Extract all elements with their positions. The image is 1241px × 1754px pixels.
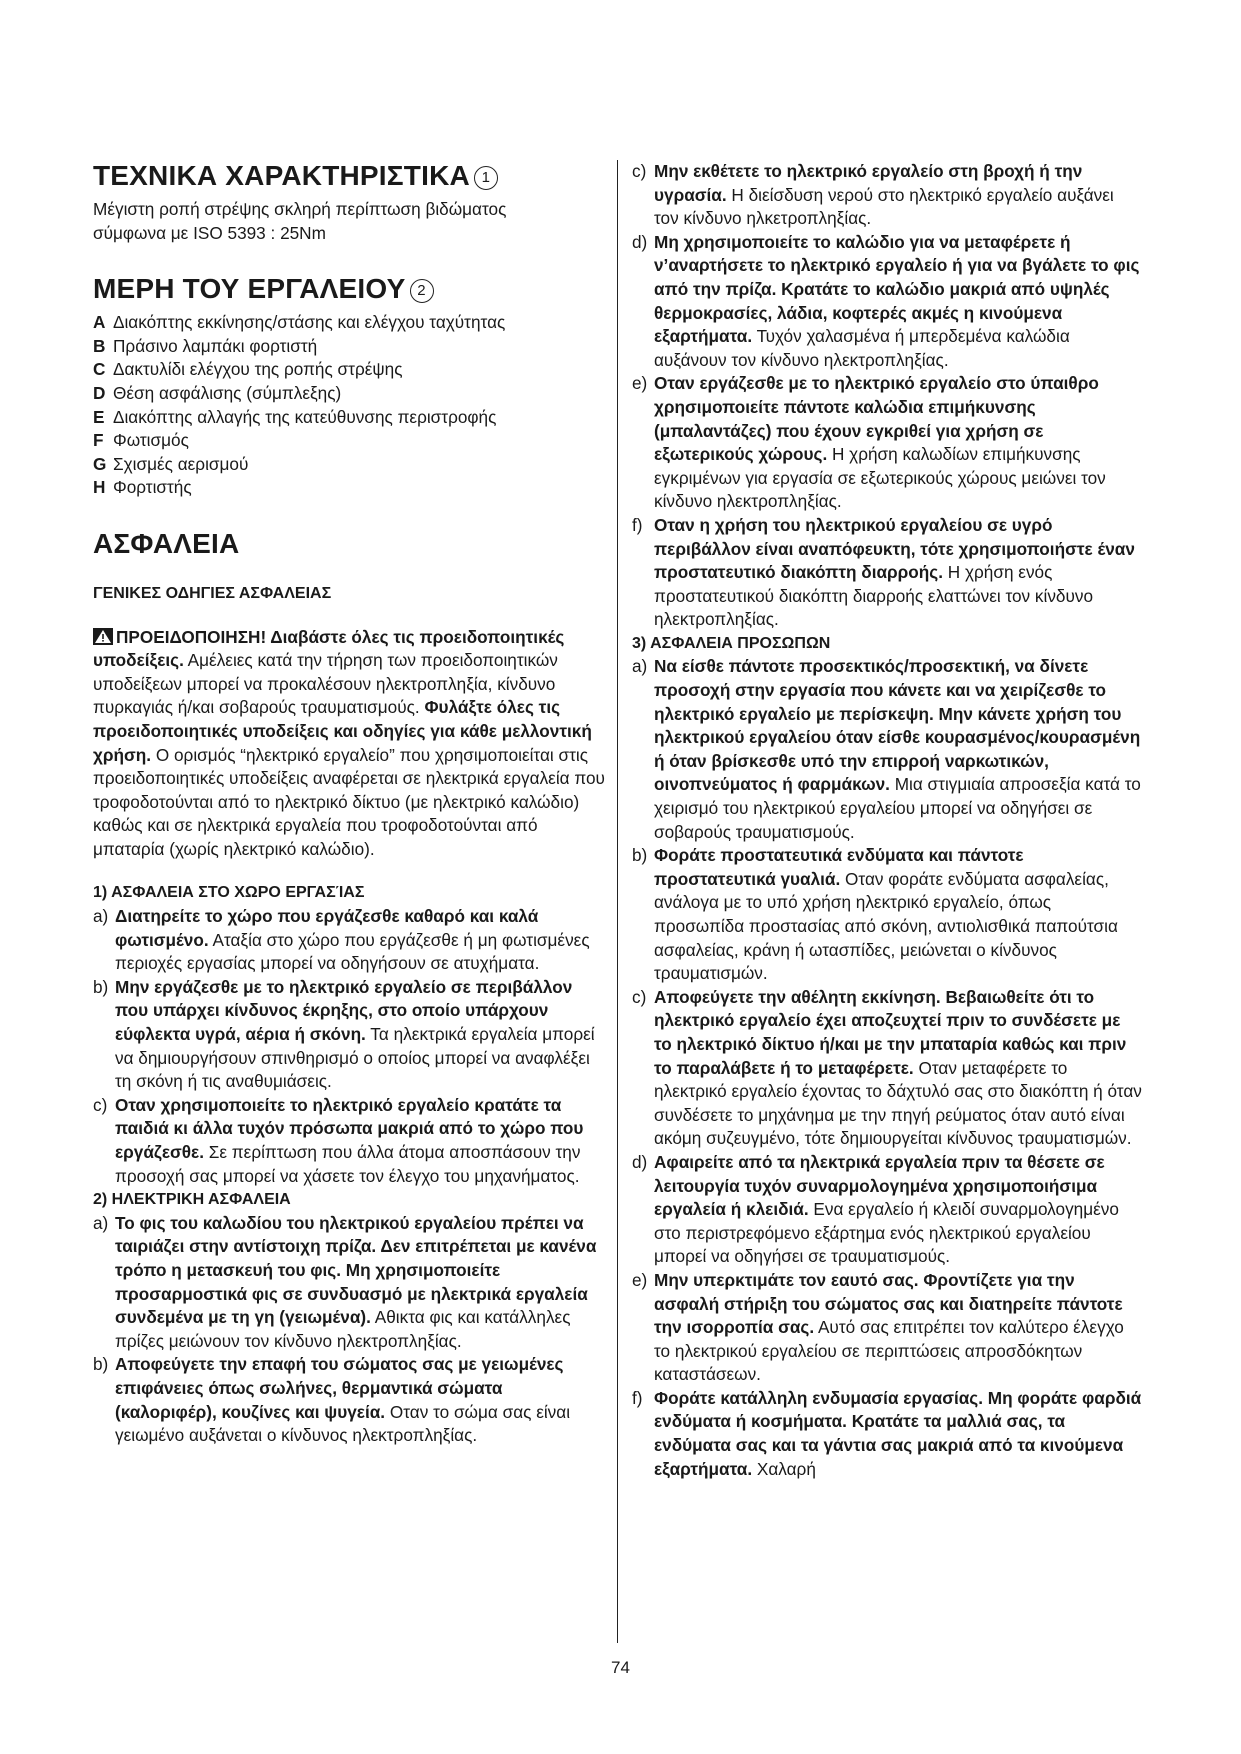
personal-safety-heading: 3) ΑΣΦΑΛΕΙΑ ΠΡΟΣΩΠΩΝ — [632, 634, 831, 652]
personal-item-d: d) Αφαιρείτε από τα ηλεκτρικά εργαλεία πριν τα θέσετε σε λειτουργία τυχόν συναρμολογημένα χρησιμοποιήσιμα εργαλεία ή κλειδιά. Ενα εργαλείο ή κλειδί συναρμολογημένο στο περιστρεφόμενο εξάρτημα ενός ηλεκτρικού εργαλείου μπορεί να οδηγήσει σε τραυματισμούς. — [632, 1151, 1119, 1267]
electrical-item-d: d) Μη χρησιμοποιείτε το καλώδιο για να μεταφέρετε ή ν’αναρτήσετε το ηλεκτρικό εργαλείο ή για να βγάλετε το φις από την πρίζα. Κρατάτε το καλώδιο μακριά από υψηλές θερμοκρασίες, λάδια, κοφτερές ακμές η κινούμενα εξαρτήματα. Τυχόν χαλασμένα ή μπερδεμένα καλώδια αυξάνουν τον κίνδυνο ηλεκτροπληξίας. — [632, 231, 1140, 370]
parts-title: ΜΕΡΗ ΤΟΥ ΕΡΓΑΛΕΙΟΥ 2 — [93, 273, 605, 305]
electrical-heading: 2) ΗΛΕΚΤΡΙΚΗ ΑΣΦΑΛΕΙΑ — [93, 1191, 291, 1209]
general-safety-heading: ΓΕΝΙΚΕΣ ΟΔΗΓΙΕΣ ΑΣΦΑΛΕΙΑΣ — [93, 584, 332, 602]
left-column — [93, 160, 605, 1448]
electrical-item-f: f) Οταν η χρήση του ηλεκτρικού εργαλείου σε υγρό περιβάλλον είναι αναπόφευκτη, τότε χρησιμοποιήστε έναν προστατευτικό διακόπτη διαρροής. Η χρήση ενός προστατευτικού διακόπτη διαρροής ελαττώνει τον κίνδυνο ηλεκτροπληξίας. — [632, 514, 1135, 630]
part-item-f: F Φωτισμός — [93, 430, 189, 451]
spec-line-1: Μέγιστη ροπή στρέψης σκληρή περίπτωση βιδώματος — [93, 199, 507, 219]
part-item-g: G Σχισμές αερισμού — [93, 453, 249, 474]
personal-item-f: f) Φοράτε κατάλληλη ενδυμασία εργασίας. Μη φοράτε φαρδιά ενδύματα ή κοσμήματα. Κρατάτε τα μαλλιά σας, τα ενδύματα σας και τα γάντια σας μακριά από τα κινούμενα εξαρτήματα. Χαλαρή — [632, 1387, 1142, 1479]
warning-triangle-icon — [93, 628, 113, 645]
personal-item-b: b) Φοράτε προστατευτικά ενδύματα και πάντοτε προστατευτικά γυαλιά. Οταν φοράτε ενδύματα ασφαλείας, ανάλογα με το υπό χρήση ηλεκτρικό εργαλείο, όπως προσωπίδα προστασίας από σκόνη, αντιολισθικά παπούτσια ασφαλείας, κράνη ή ωτασπίδες, μειώνεται ο κίνδυνος τραυματισμών. — [632, 845, 1118, 984]
part-item-b: B Πράσινο λαμπάκι φορτιστή — [93, 335, 318, 356]
electrical-item-c: c) Μην εκθέτετε το ηλεκτρικό εργαλείο στη βροχή ή την υγρασία. Η διείσδυση νερού στο ηλεκτρικό εργαλείο αυξάνει τον κίνδυνο ηλκετροπληξίας. — [632, 161, 1114, 229]
work-area-item-c: c) Οταν χρησιμοποιείτε το ηλεκτρικό εργαλείο κρατάτε τα παιδιά κι άλλα τυχόν πρόσωπα μακριά από το χώρο που εργάζεσθε. Σε περίπτωση που άλλα άτομα αποσπάσουν την προσοχή σας μπορεί να χάσετε τον έλεγχο του μηχανήματος. — [93, 1094, 584, 1186]
personal-item-c: c) Αποφεύγετε την αθέλητη εκκίνηση. Βεβαιωθείτε ότι το ηλεκτρικό εργαλείο έχει αποζευχτεί πριν το συνδέσετε με το ηλεκτρικό δίκτυο ή/και με την μπαταρία καθώς και πριν το παραλάβετε ή το μεταφέρετε. Οταν μεταφέρετε το ηλεκτρικό εργαλείο έχοντας το δάχτυλό σας στο διακόπτη ή όταν συνδέσετε το μηχάνημα με την πηγή ρεύματος όταν αυτό είναι ακόμη συζευγμένο, τότε δημιουργείται κίνδυνος τραυματισμών. — [632, 986, 1142, 1149]
part-item-c: C Δακτυλίδι ελέγχου της ροπής στρέψης — [93, 359, 403, 380]
work-area-item-b: b) Μην εργάζεσθε με το ηλεκτρικό εργαλείο σε περιβάλλον που υπάρχει κίνδυνος έκρηξης, στο οποίο υπάρχουν εύφλεκτα υγρά, αέρια ή σκόνη. Τα ηλεκτρικά εργαλεία μπορεί να δημιουργήσουν σπινθηρισμό ο οποίος μπορεί να αναφλέξει τη σκόνη ή τις αναθυμιάσεις. — [93, 976, 595, 1092]
specs-title: ΤΕΧΝΙΚΑ ΧΑΡΑΚΤΗΡΙΣΤΙΚΑ 1 — [93, 160, 605, 192]
figure-ref-2: 2 — [410, 279, 434, 303]
parts-list — [93, 311, 605, 500]
personal-item-a: a) Να είσθε πάντοτε προσεκτικός/προσεκτική, να δίνετε προσοχή στην εργασία που κάνετε και να χειρίζεσθε το ηλεκτρικό εργαλείο με περίσκεψη. Μην κάνετε χρήση του ηλεκτρικού εργαλείου όταν είσθε κουρασμένος/κουρασμένη ή όταν βρίσκεσθε υπό την επιρροή ναρκωτικών, οινοπνεύματος ή φαρμάκων. Μια στιγμιαία απροσεξία κατά το χειρισμό του ηλεκτρικού εργαλείου μπορεί να οδηγήσει σε σοβαρούς τραυματισμούς. — [632, 656, 1141, 842]
personal-item-e: e) Μην υπερκτιμάτε τον εαυτό σας. Φροντίζετε για την ασφαλή στήριξη του σώματος σας και διατηρείτε πάντοτε την ισορροπία σας. Αυτό σας επιτρέπει τον καλύτερο έλεγχο το ηλεκτρικού εργαλείου σε περιπτώσεις απροσδόκητων καταστάσεων. — [632, 1269, 1124, 1385]
work-area-heading: 1) ΑΣΦΑΛΕΙΑ ΣΤΟ ΧΩΡΟ ΕΡΓΑΣΊΑΣ — [93, 884, 365, 902]
safety-title: ΑΣΦΑΛΕΙΑ — [93, 527, 240, 559]
part-item-h: H Φορτιστής — [93, 477, 192, 498]
electrical-item-e: e) Οταν εργάζεσθε με το ηλεκτρικό εργαλείο στο ύπαιθρο χρησιμοποιείτε πάντοτε καλώδια επιμήκυνσης (μπαλαντάζες) που έχουν εγκριθεί για χρήση σε εξωτερικούς χώρους. Η χρήση καλωδίων επιμήκυνσης εγκριμένων για εργασία σε εξωτερικούς χώρους μειώνει τον κίνδυνο ηλεκτροπληξίας. — [632, 373, 1106, 512]
part-item-d: D Θέση ασφάλισης (σύμπλεξης) — [93, 382, 342, 403]
spec-line-2: σύμφωνα με ISO 5393 : 25Nm — [93, 222, 326, 243]
page-number: 74 — [611, 1658, 630, 1677]
right-column — [632, 160, 1142, 1481]
figure-ref-1: 1 — [474, 166, 498, 190]
general-warning-paragraph: ΠΡΟΕΙΔΟΠΟΙΗΣΗ! Διαβάστε όλες τις προειδοποιητικές υποδείξεις. Αμέλειες κατά την τήρηση των προειδοποιητικών υποδείξεων μπορεί να προκαλέσουν ηλεκτροπληξία, κίνδυνο πυρκαγιάς ή/και σοβαρούς τραυματισμούς. Φυλάξτε όλες τις προειδοποιητικές υποδείξεις και οδηγίες για κάθε μελλοντική χρήση. Ο ορισμός “ηλεκτρικό εργαλείο” που χρησιμοποιείται στις προειδοποιητικές υποδείξεις αναφέρεται σε ηλεκτρικά εργαλεία που τροφοδοτούνται από το ηλεκτρικό δίκτυο (με ηλεκτρικό καλώδιο) καθώς και σε ηλεκτρικά εργαλεία που τροφοδοτούνται από μπαταρία (χωρίς ηλεκτρικό καλώδιο). — [93, 626, 605, 859]
electrical-item-a: a) Το φις του καλωδίου του ηλεκτρικού εργαλείου πρέπει να ταιριάζει στην αντίστοιχη πρίζα. Δεν επιτρέπεται με κανένα τρόπο η μετασκευή του φις. Μη χρησιμοποιείτε προσαρμοστικά φις σε συνδυασμό με ηλεκτρικά εργαλεία συνδεμένα με τη γη (γειωμένα). Αθικτα φις και κατάλληλες πρίζες μειώνουν τον κίνδυνο ηλεκτροπληξίας. — [93, 1212, 597, 1351]
part-item-e: E Διακόπτης αλλαγής της κατεύθυνσης περιστροφής — [93, 406, 497, 427]
column-divider — [617, 160, 618, 1643]
part-item-a: A Διακόπτης εκκίνησης/στάσης και ελέγχου ταχύτητας — [93, 312, 506, 333]
work-area-item-a: a) Διατηρείτε το χώρο που εργάζεσθε καθαρό και καλά φωτισμένο. Αταξία στο χώρο που εργάζεσθε ή μη φωτισμένες περιοχές εργασίας μπορεί να οδηγήσουν σε ατυχήματα. — [93, 906, 590, 974]
electrical-item-b: b) Αποφεύγετε την επαφή του σώματος σας με γειωμένες επιφάνειες όπως σωλήνες, θερμαντικά σώματα (καλοριφέρ), κουζίνες και ψυγεία. Οταν το σώμα σας είναι γειωμένο αυξάνεται ο κίνδυνος ηλεκτροπληξίας. — [93, 1354, 571, 1446]
